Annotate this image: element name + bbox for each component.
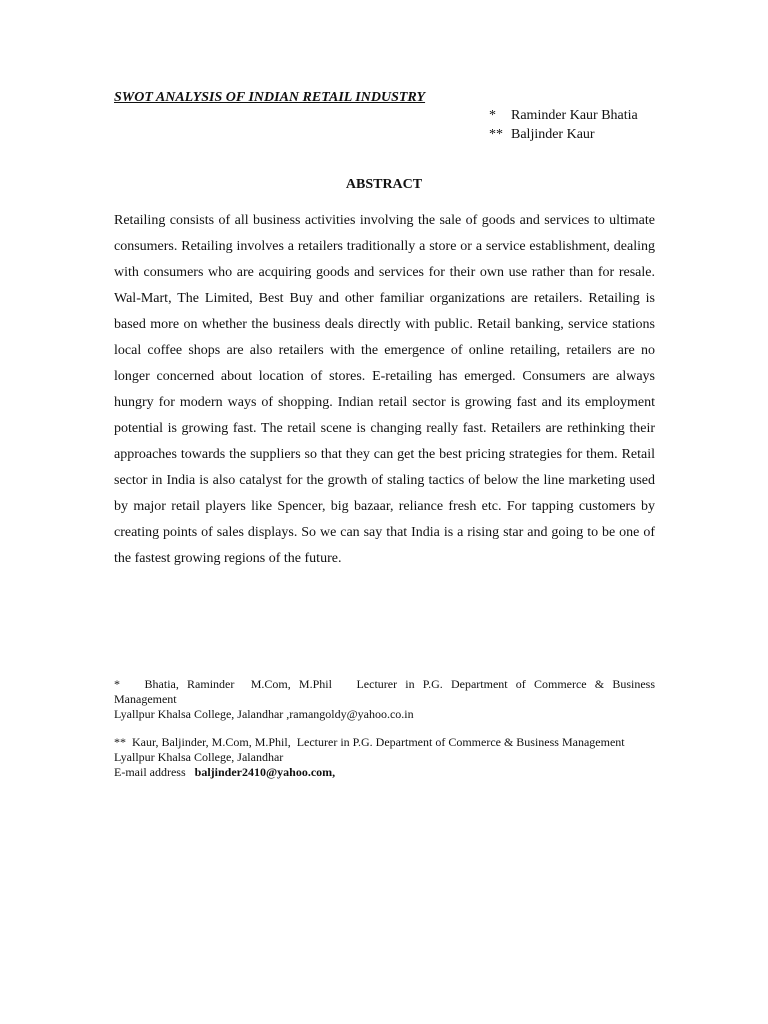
footnote-line: Lyallpur Khalsa College, Jalandhar — [114, 750, 284, 764]
author-entry — [489, 125, 638, 144]
author-list — [489, 106, 638, 144]
abstract-text: Retailing consists of all business activities involving the sale of goods and services to ultimate consumers. Retailing involves a retailers traditionally a store or a service establishment, dealing with consumers who are acquiring goods and services for their own use rather than for resale. Wal-Mart, The Limited, Best Buy and other familiar organizations are retailers. Retailing is based more on whether the business deals directly with public. Retail banking, service stations local coffee shops are also retailers with the emergence of online retailing, retailers are no longer concerned about location of stores. E-retailing has emerged. Consumers are always hungry for modern ways of shopping. Indian retail sector is growing fast and its employment potential is growing fast. The retail scene is changing really fast. Retailers are rethinking their approaches towards the suppliers so that they can get the best pricing strategies for them. Retail sector in India is also catalyst for the growth of staling tactics of below the line marketing used by major retail players like Spencer, big bazaar, reliance fresh etc. For tapping customers by creating points of sales displays. So we can say that India is a rising star and going to be one of the fastest growing regions of the future. — [114, 213, 655, 566]
author-name: Baljinder Kaur — [511, 127, 595, 142]
email-label: E-mail address — [114, 765, 186, 779]
footnote-second-author — [114, 735, 655, 780]
footnotes — [114, 677, 655, 780]
author-name: Raminder Kaur Bhatia — [511, 108, 638, 123]
footnote-line: ** Kaur, Baljinder, M.Com, M.Phil, Lecturer in P.G. Department of Commerce & Business Management — [114, 735, 625, 749]
footnote-line: Management — [114, 692, 177, 706]
abstract-heading: ABSTRACT — [345, 177, 423, 192]
footnote-line: Lyallpur Khalsa College, Jalandhar ,ramangoldy@yahoo.co.in — [114, 707, 414, 721]
footnote-first-author — [114, 677, 655, 722]
paper-title: SWOT ANALYSIS OF INDIAN RETAIL INDUSTRY — [114, 90, 426, 105]
author-entry — [489, 106, 638, 125]
footnote-line: * Bhatia, Raminder M.Com, M.Phil Lecturer in P.G. Department of Commerce & Business — [114, 677, 655, 691]
author-marker: ** — [489, 127, 503, 142]
email-address: baljinder2410@yahoo.com, — [194, 765, 336, 779]
footnote-email-line — [114, 765, 655, 780]
author-marker: * — [489, 108, 496, 123]
